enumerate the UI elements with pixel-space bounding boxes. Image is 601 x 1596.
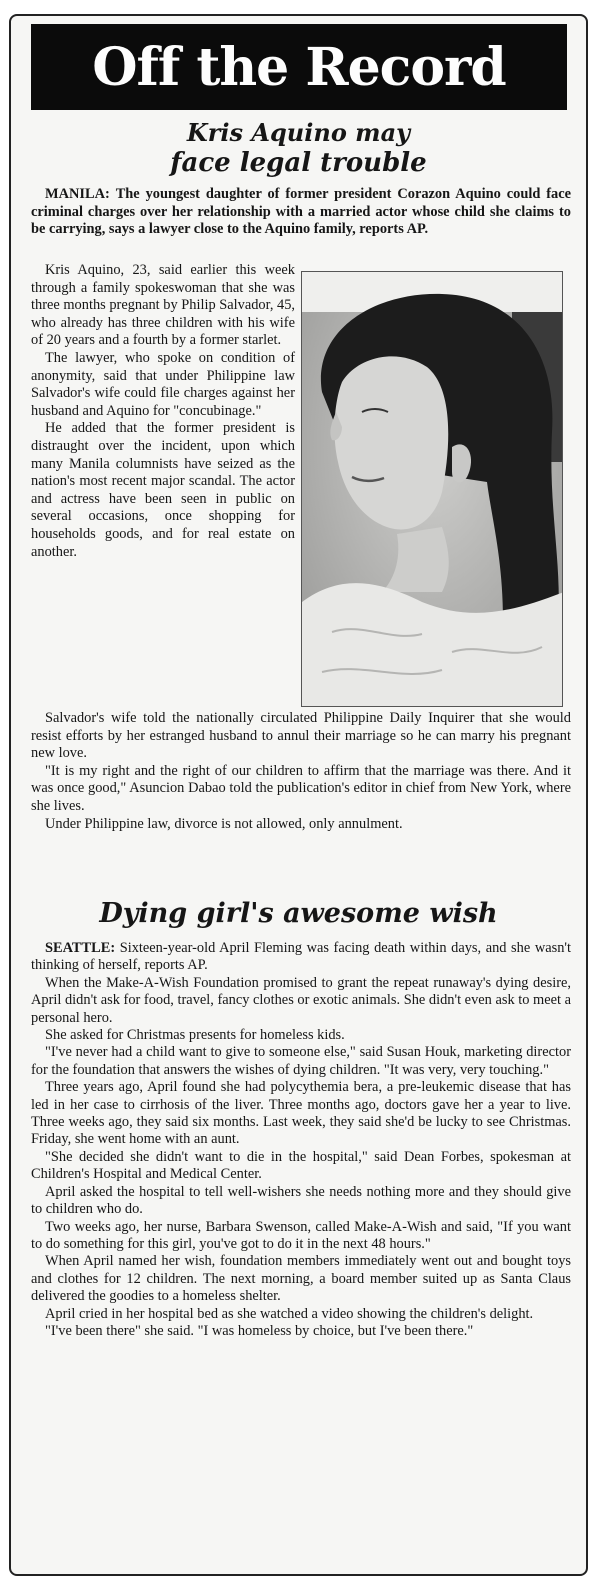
story2-paragraph: When April named her wish, foundation members immediately went out and bought toys and clothes for 12 children. The next morning, a board member suited up as Santa Claus delivered the goodies to a homeless shelter.	[31, 1253, 571, 1305]
story1-headline-line1: Kris Aquino may	[186, 118, 411, 147]
story1-paragraph: "It is my right and the right of our children to affirm that the marriage was there. And it was once good," Asuncion Dabao told the publication's editor in chief from New York, where she lives.	[31, 762, 571, 814]
story1-paragraph: He added that the former president is distraught over the incident, upon which many Manila columnists have seized as the nation's most recent major scandal. The actor and actress have been seen in public on several occasions, once shopping for households goods, and for real estate on another.	[31, 420, 295, 560]
story1-photo	[301, 271, 563, 707]
story1-dateline: MANILA:	[45, 186, 110, 202]
story1-lead-text: The youngest daughter of former president Corazon Aquino could face criminal charges over her relationship with a married actor whose child she claims to be carrying, says a lawyer close to the Aquino family, reports AP.	[31, 186, 571, 238]
story1-narrow-column	[31, 262, 295, 561]
article-frame	[9, 14, 588, 1576]
portrait-photo-image	[302, 272, 563, 707]
story1-lead	[31, 186, 571, 239]
story1-headline-line2: face legal trouble	[170, 148, 427, 178]
story1-continuation	[31, 710, 571, 833]
story1-lead-paragraph	[31, 186, 571, 239]
story2-paragraph: April cried in her hospital bed as she watched a video showing the children's delight.	[45, 1305, 534, 1322]
story2-paragraph: Three years ago, April found she had polycythemia bera, a pre-leukemic disease that has led in her case to cirrhosis of the liver. Three months ago, doctors gave her a year to live. Three weeks ago, they said six months. Last week, they said she'd be lucky to see Christmas. Friday, she went home with an aunt.	[31, 1079, 571, 1148]
story2-paragraph: When the Make-A-Wish Foundation promised to grant the repeat runaway's dying desire, April didn't ask for food, travel, fancy clothes or exotic animals. She didn't even ask to meet a personal hero.	[31, 974, 571, 1026]
story2-lead-text: Sixteen-year-old April Fleming was facing death within days, and she wasn't thinking of herself, reports AP.	[31, 940, 571, 974]
story2-paragraph: "I've been there" she said. "I was homeless by choice, but I've been there."	[45, 1322, 474, 1339]
story2-paragraph: April asked the hospital to tell well-wishers she needs nothing more and they should give to children who do.	[31, 1183, 571, 1218]
column-banner	[31, 24, 567, 110]
story2-paragraph: She asked for Christmas presents for homeless kids.	[45, 1027, 345, 1044]
story2-body	[31, 940, 571, 1340]
column-title: Off the Record	[92, 36, 506, 98]
story2-dateline: SEATTLE:	[45, 940, 116, 956]
story1-paragraph: The lawyer, who spoke on condition of anonymity, said that under Philippine law Salvador's wife could file charges against her husband and Aquino for "concubinage."	[31, 349, 295, 419]
story2-paragraph: Two weeks ago, her nurse, Barbara Swenson, called Make-A-Wish and said, "If you want to do something for this girl, you've got to do it in the next 48 hours."	[31, 1218, 571, 1252]
story2-headline: Dying girl's awesome wish	[99, 898, 498, 929]
story1-paragraph: Under Philippine law, divorce is not allowed, only annulment.	[45, 815, 403, 832]
story2-paragraph	[31, 940, 571, 975]
story2-paragraph: "I've never had a child want to give to someone else," said Susan Houk, marketing director for the foundation that answers the wishes of dying children. "It was very, very touching."	[31, 1044, 571, 1078]
story2-paragraph: "She decided she didn't want to die in the hospital," said Dean Forbes, spokesman at Children's Hospital and Medical Center.	[31, 1148, 571, 1183]
story1-paragraph: Salvador's wife told the nationally circulated Philippine Daily Inquirer that she would resist efforts by her estranged husband to annul their marriage so he can marry his pregnant new love.	[31, 710, 571, 762]
story1-paragraph: Kris Aquino, 23, said earlier this week through a family spokeswoman that she was three months pregnant by Philip Salvador, 45, who already has three children with his wife of 20 years and a fourth by a former starlet.	[31, 262, 296, 349]
story1-headline	[11, 118, 586, 178]
